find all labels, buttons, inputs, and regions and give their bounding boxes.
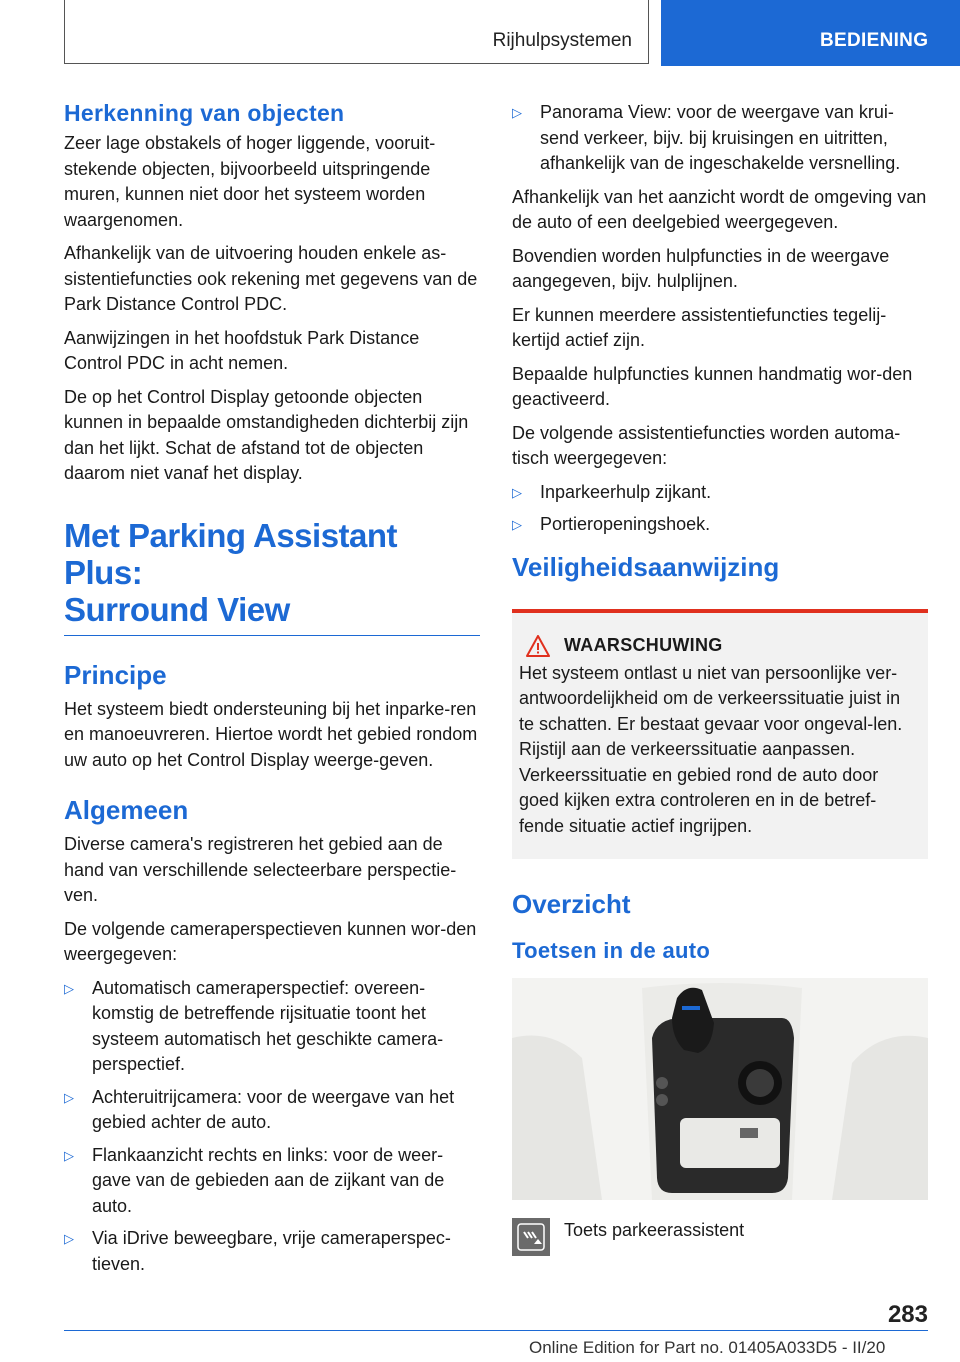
footer-divider <box>64 1330 928 1331</box>
list-item: ▷ Via iDrive beweegbare, vrije cameraperspec-tieven. <box>64 1228 451 1274</box>
right-column <box>512 100 928 1256</box>
paragraph: Het systeem biedt ondersteuning bij het inparke-ren en manoeuvreren. Hiertoe wordt het gebied rondom uw auto op het Control Display weerge-geven. <box>64 698 478 770</box>
section-heading-block <box>64 517 480 636</box>
paragraph: Bovendien worden hulpfuncties in de weergave aangegeven, bijv. hulplijnen. <box>512 245 890 291</box>
triangle-bullet-icon: ▷ <box>512 517 522 532</box>
heading-principe: Principe <box>64 659 167 690</box>
heading-overzicht: Overzicht <box>512 889 631 919</box>
left-column <box>64 100 480 1285</box>
paragraph: Bepaalde hulpfuncties kunnen handmatig wor-den geactiveerd. <box>512 363 913 409</box>
warning-header <box>519 635 920 657</box>
heading-toetsen: Toetsen in de auto <box>512 938 711 963</box>
triangle-bullet-icon: ▷ <box>64 980 74 996</box>
list-item: ▷ Inparkeerhulp zijkant. <box>512 480 928 506</box>
section-heading-line2: Surround View <box>64 590 290 628</box>
heading-herkenning: Herkenning van objecten <box>64 100 345 126</box>
list-item: ▷ Panorama View: voor de weergave van krui-send verkeer, bijv. bij kruisingen en uitritten, afhankelijk van de ingeschakelde versnelling. <box>512 102 901 173</box>
paragraph: Afhankelijk van de uitvoering houden enkele as-sistentiefuncties ook rekening met gegevens van de Park Distance Control PDC. <box>64 243 478 314</box>
header-section-title: Rijhulpsystemen <box>492 30 632 51</box>
paragraph: Er kunnen meerdere assistentiefuncties tegelij-kertijd actief zijn. <box>512 304 887 350</box>
header-chapter-tab[interactable] <box>661 0 960 66</box>
footer-edition: Online Edition for Part no. 01405A033D5 - II/20 <box>529 1338 886 1357</box>
legend-text: Toets parkeerassistent <box>564 1220 745 1240</box>
legend-row <box>512 1218 928 1256</box>
page-number: 283 <box>887 1301 928 1328</box>
paragraph: Diverse camera's registreren het gebied aan de hand van verschillende selecteerbare perspectie-ven. <box>64 834 457 905</box>
list-item: ▷ Achteruitrijcamera: voor de weergave van het gebied achter de auto. <box>64 1086 455 1132</box>
paragraph: De volgende cameraperspectieven kunnen wor-den weergegeven: <box>64 918 477 964</box>
triangle-bullet-icon: ▷ <box>64 1147 74 1163</box>
warning-text: Het systeem ontlast u niet van persoonlijke ver-antwoordelijkheid om de verkeerssituatie juist in te schatten. Er bestaat gevaar voor ongeval-len. Rijstijl aan de verkeerssituatie aanpassen. Verkeerssituatie en gebied rond de auto door goed kijken extra controleren en in de betref-fende situatie actief ingrijpen. <box>519 662 903 836</box>
park-assist-button-icon <box>512 1218 550 1256</box>
camera-perspective-list <box>64 976 480 1278</box>
triangle-bullet-icon: ▷ <box>512 105 522 120</box>
assist-function-list <box>512 480 928 538</box>
triangle-bullet-icon: ▷ <box>64 1231 74 1246</box>
center-console-image <box>512 978 928 1200</box>
header-section-box <box>64 0 649 64</box>
paragraph: Zeer lage obstakels of hoger liggende, vooruit-stekende objecten, bijvoorbeeld uitspringende muren, kunnen niet door het systeem worden waargenomen. <box>64 133 436 230</box>
warning-box <box>512 609 928 860</box>
continued-list <box>512 100 928 177</box>
heading-veiligheid: Veiligheidsaanwijzing <box>512 551 780 582</box>
list-item: ▷ Flankaanzicht rechts en links: voor de weer-gave van de gebieden aan de zijkant van de auto. <box>64 1144 445 1216</box>
section-heading-line1: Met Parking Assistant Plus: <box>64 516 398 591</box>
header-chapter-label: BEDIENING <box>820 30 929 51</box>
paragraph: De volgende assistentiefuncties worden automa-tisch weergegeven: <box>512 422 901 468</box>
warning-title: WAARSCHUWING <box>564 635 723 655</box>
list-item: ▷ Portieropeningshoek. <box>512 512 928 538</box>
console-illustration <box>512 978 928 1200</box>
list-item: ▷ Automatisch cameraperspectief: overeen-komstig de betreffende rijsituatie toont het systeem automatisch het geschikte camera-perspectief. <box>64 977 444 1074</box>
triangle-bullet-icon: ▷ <box>64 1089 74 1105</box>
paragraph: Afhankelijk van het aanzicht wordt de omgeving van de auto of een deelgebied weergegeven. <box>512 186 927 232</box>
paragraph: De op het Control Display getoonde objecten kunnen in bepaalde omstandigheden dichterbij zijn dan het lijkt. Schat de afstand tot de objecten daarom niet vanaf het display. <box>64 386 469 483</box>
heading-algemeen: Algemeen <box>64 795 189 825</box>
paragraph: Aanwijzingen in het hoofdstuk Park Distance Control PDC in acht nemen. <box>64 327 420 373</box>
warning-triangle-icon <box>526 635 550 657</box>
triangle-bullet-icon: ▷ <box>512 484 522 500</box>
